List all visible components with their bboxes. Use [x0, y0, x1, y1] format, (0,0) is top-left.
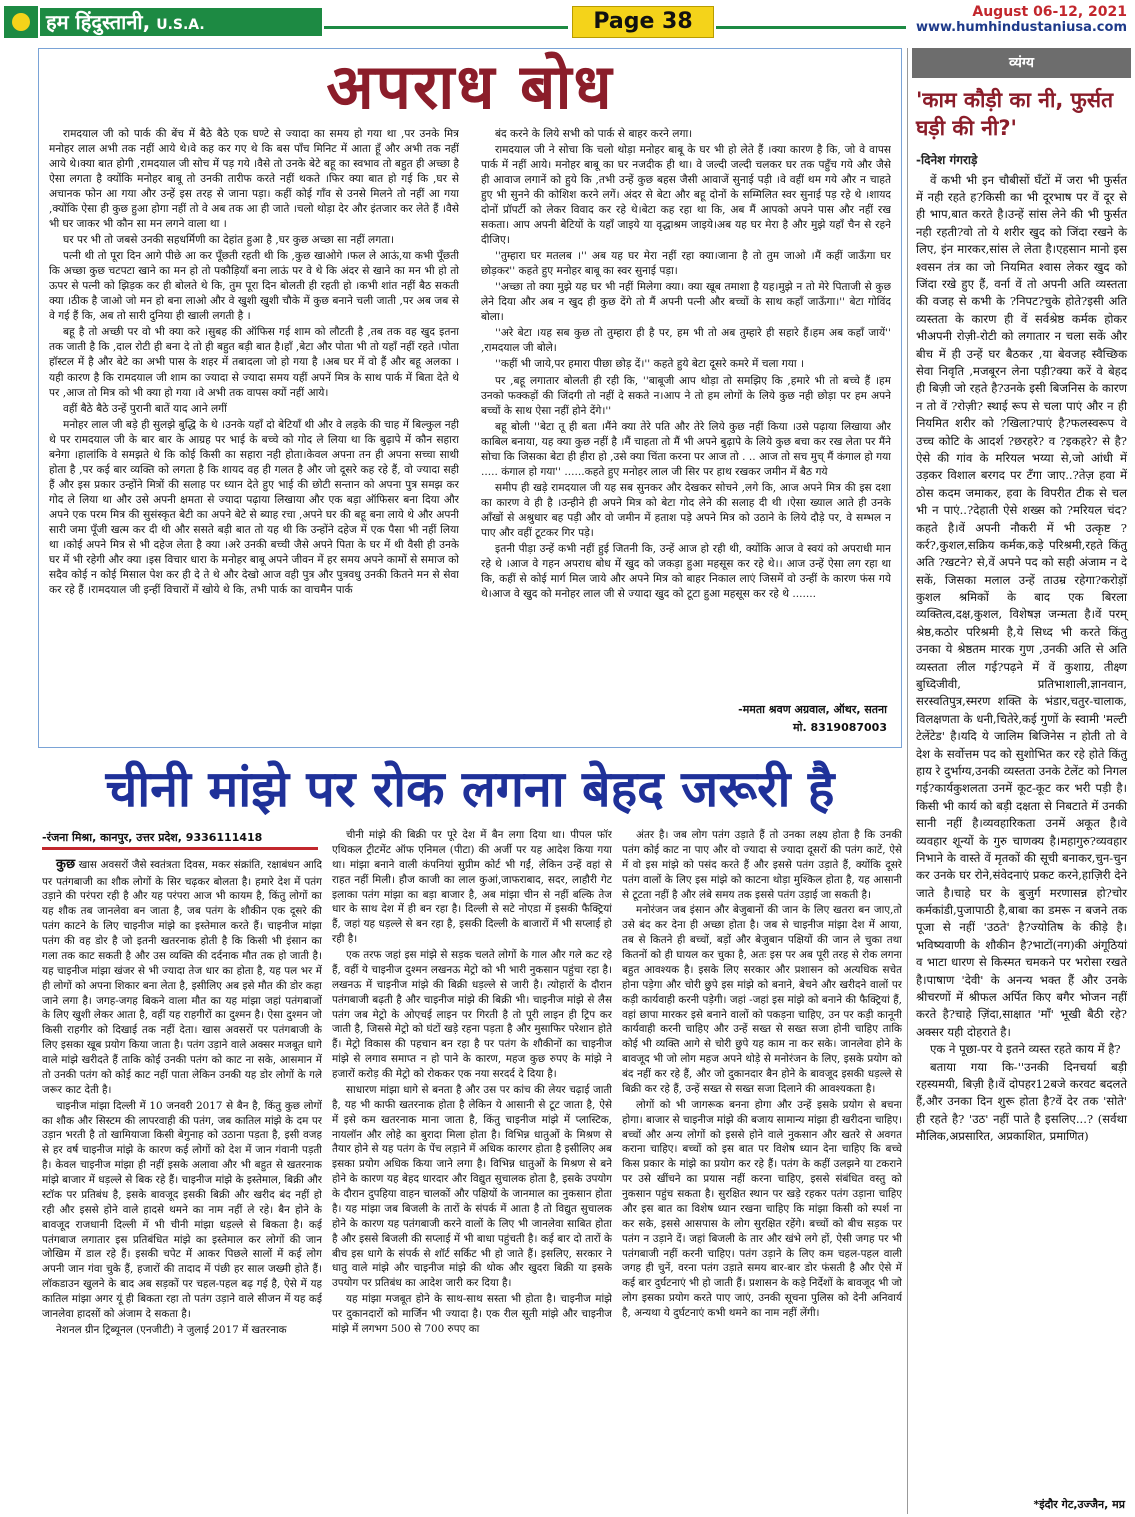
- sidebar-footer: *इंदौर गेट,उज्जैन, मप्र: [1033, 1498, 1125, 1511]
- website-link[interactable]: www.humhindustaniusa.com: [915, 20, 1127, 35]
- sidebar-vyangya: [912, 48, 1131, 1514]
- paragraph: नेशनल ग्रीन ट्रिब्यूनल (एनजीटी) ने जुलाई 2017 में खतरनाक: [56, 1323, 287, 1336]
- story1-byline: -ममता श्रवण अग्रवाल, ऑथर, सतना: [738, 703, 887, 716]
- paragraph: लोगों को भी जागरूक बनना होगा और उन्हें इसके प्रयोग से बचना होगा। बाजार से चाइनीज मांझे की बजाय सामान्य मांझा ही खरीदना चाहिए। बच्चों और अन्य लोगों को इससे होने वाले नुकसान और खतरे से अवगत कराना चाहिए। बच्चों को इस बात पर विशेष ध्यान देना चाहिए कि बच्चे किस प्रकार के मांझे का प्रयोग कर रहे हैं। पतंग के कहीं उलझने या टकराने पर उसे खींचने का प्रयास नहीं करना चाहिए, इससे संबंधित वस्तु को नुकसान पहुंच सकता है। सुरक्षित स्थान पर खड़े रहकर पतंग उड़ाना चाहिए और इस बात का विशेष ध्यान रखना चाहिए कि मांझा किसी को स्पर्श ना कर सके, इससे आसपास के लोग सुरक्षित रहेंगे। बच्चों को बीच सड़क पर पतंग न उड़ाने दें। जहां बिजली के तार और खंभे लगे हों, ऐसी जगह पर भी पतंगबाजी नहीं करनी चाहिए। पतंग उड़ाने के लिए कम चहल-पहल वाली जगह ही चुनें, वरना पतंग उड़ाते समय बार-बार डोर फंसती है और ऐसे में कई बार दुर्घटनाएं भी हो जाती हैं। प्रशासन के कड़े निर्देशों के बावजूद भी जो लोग इसका प्रयोग करते पाए जाएं, उनकी सूचना पुलिस को देनी अनिवार्य है, अन्यथा ये दुर्घटनाएं कभी थमने का नाम नहीं लेंगी।: [622, 1098, 902, 1319]
- paragraph: पत्नी थी तो पूरा दिन आगे पीछे आ कर पूँछती रहती थी कि ,कुछ खाओगे ।फल ले आऊं,या कभी पूँछती कि अच्छा कुछ चटपटा खाने का मन हो तो पकौड़ियाँ बना लाऊं पर वे थे कि अंदर से खाने का मन भी हो तो ऊपर से पत्नी को झिड़क कर ही बोलते थे कि, तुम पूरा दिन बोलती ही रहती हो ।कभी शांत नहीं बैठ सकती क्या ।ठीक है जाओ जो मन हो बना लाओ और वे खुशी खुशी चौके में कुछ बनाने चली जाती ,पर अब जब से वे गई हैं कि, अब तो सारी दुनिया ही खाली लगती है ।: [49, 250, 459, 323]
- masthead-rule-left: [324, 26, 568, 29]
- paragraph: यह मांझा मजबूत होने के साथ-साथ सस्ता भी होता है। चाइनीज मांझे पर दुकानदारों को मार्जिन भी ज्यादा है। एक रील सूती मांझे और चाइनीज मांझे में लगभग 500 से 700 रुपए का: [332, 1293, 612, 1335]
- paragraph: साधारण मांझा धागे से बनता है और उस पर कांच की लेयर चढ़ाई जाती है, यह भी काफी खतरनाक होता है लेकिन ये आसानी से टूट जाता है, ऐसे में इसे कम खतरनाक माना जाता है, किंतु चाइनीज मांझे में प्लास्टिक, नायलॉन और लोहे का बुरादा मिला होता है। विभिन्न धातुओं के मिश्रण से तैयार होने से यह पतंग के पेंच लड़ाने में अधिक कारगर होता है इसीलिए अब इसका प्रयोग अधिक किया जाने लगा है। विभिन्न धातुओं के मिश्रण से बने होने के कारण यह बेहद धारदार और विद्युत सुचालक होता है, इसके उपयोग के दौरान दुपहिया वाहन चालकों और पक्षियों के जानमाल का नुकसान होता है। यह मांझा जब बिजली के तारों के संपर्क में आता है तो विद्युत सुचालक होने के कारण यह पतंगबाजी करने वालों के लिए भी जानलेवा साबित होता है और इससे बिजली की सप्लाई में भी बाधा पहुंचती है। कई बार दो तारों के बीच इस धागे के संपर्क से शॉर्ट सर्किट भी हो जाते हैं। इसलिए, सरकार ने धातु वाले मांझे और चाइनीज मांझे की थोक और खुदरा बिक्री या इसके उपयोग पर प्रतिबंध का आदेश जारी कर दिया है।: [332, 1083, 612, 1290]
- paragraph: समीप ही खड़े रामदयाल जी यह सब सुनकर और देखकर सोचने ,लगे कि, आज अपने मित्र की इस दशा का कारण वे ही है ।उन्हीने ही अपने मित्र को बेटा गोद लेने की सलाह दी थी ।ऐसा ख्याल आते ही उनके आँखों से अश्रुधार बह पड़ी और वो जमीन में हताश पड़े अपने मित्र को उठाने के लिये दौड़े पर, वे सम्भल न पाए और वहीं टूटकर गिर पड़े।: [481, 481, 891, 539]
- paragraph: वें कभी भी इन चौबीसों घँटों में जरा भी फुर्सत में नही रहते ह?किसी का भी दूरभाष पर वें दूर से ही भाप,बात करते है।उन्हें सांस लेने की भी फुर्सत नही रहती?वो तो ये शरीर खुद को जिंदा रखने के लिए, इंन मारकर,सांस ले लेता है।एहसान मानो इस श्वसन तंत्र का जो नियमित श्वास लेकर खुद को जिंदा रखे हुए हैं, वर्ना वें तो अपनी अति व्यस्तता की वजह से कभी के ?निपट?चुके होते?इसी अति व्यस्तता के कारण ही वें सर्वश्रेष्ठ कर्मक होकर भीअपनी रोज़ी-रोटी को लगातार न चला सकें और बीच में ही उन्हें घर बैठकर ,या बेवजह स्वैच्छिक सेवा निवृति ,मजबूरन लेना पड़ी?क्या करें वे बेहद ही बिज़ी जो रहते है?उनके इसी बिजनिस के कारण न तो वें ?रोज़ी? स्थाई रूप से चला पाएं और न ही नियमित शरीर को ?खिला?पाएं है?फलस्वरूप वे उच्च कोटि के आदर्श ?छरहरे? व ?इकहरे? से है?ऐसे की गांव के मरियल भय्या से,जो आंधी में उड़कर विशाल बरगद पर टँगा जाए..?तेज़ हवा में ठोस कदम जमाकर, हवा के विपरीत टीक से चल भी न पाएं..?देहाती ऐसे शख्स को ?मरियल चंद?कहते है।वें अपनी नौकरी में भी उत्कृष्ट ?कर्र?,कुशल,सक्रिय कर्मक,कड़े परिश्रमी,रहते किंतु अति ?खटने? से,वें अपने पद को सही अंजाम न दे सकें, जिसका मलाल उन्हें ताउम्र रहेगा?करोड़ों कुशल श्रमिकों के बाद एक बिरला व्यक्तित्व,दक्ष,कुशल, विशेषज्ञ जन्मता है।वें परम् श्रेष्ठ,कठोर परिश्रमी है,ये सिध्द भी करते किंतु उनका ये श्रेष्ठतम मारक गुण ,उनकी अति से अति व्यस्तता लील गई?पढ़ने में वें कुशाग्र, तीक्ष्ण बुध्दिजीवी, प्रतिभाशाली,ज्ञानवान, सरस्वतिपुत्र,स्मरण शक्ति के भंडार,चतुर-चालाक, विलक्षणता के धनी,चितेरे,कई गुणों के स्वामी 'मल्टी टेलेंटेड' है।यदि ये जालिम बिजिनेस न होती तो वे देश के सर्वोत्तम पद को सुशोभित कर रहे होते किंतु हाय रे दुर्भाग्य,उनकी व्यस्तता उनके टेलेंट को निगल गई?कार्यकुशलता उनमें कूट-कूट कर भरी पड़ी है।किसी भी कार्य को बड़ी दक्षता से निबटाते में उनकी सानी नहीं है।व्यवहारिकता उनमें अकूत है।वे व्यवहार शून्यों के गुरु चाणक्य है।महागुरु?व्यवहार निभाने के वास्ते वें मृतकों की सूची बनाकर,चुन-चुन कर उनके घर रोने,संवेदनाएं प्रकट करने,हाज़िरी देने जाते है।चाहे घर के बुजुर्ग मरणासन्न हो?चोर कर्मकांडी,पुजापाठी है,बाबा का डमरू न बजने तक पूजा से नहीं 'उठते' है?ज्योतिष के कीड़े है।भविष्यवाणी के शौकीन है?भाटों(नग)की अंगूठियां व भाटा धारण से किस्मत चमकने पर भरोसा रखते है।पाषाण 'देवी' के अनन्य भक्त हैं और उनके श्रीचरणों में श्रीफल अर्पित किए बगैर भोजन नहीं करते है?चाहे ज़िंदा,साक्षात 'माँ' भूखी बैठी रहे?अक्सर यही दोहराते है।: [916, 172, 1127, 1039]
- story2-headline: चीनी मांझे पर रोक लगना बेहद जरूरी है: [105, 760, 835, 818]
- paragraph: ''अच्छा तो क्या मुझे यह घर भी नहीं मिलेगा क्या। क्या खूब तमाशा है यह।मुझे न तो मेरे पिताजी से कुछ लेने दिया और अब न खुद ही कुछ देंगे तो मैं अपनी पत्नी और बच्चों के साथ कहाँ जाऊँगा।'' बेटा गोविंद बोला।: [481, 281, 891, 324]
- sidebar-author: -दिनेश गंगराड़े: [916, 152, 978, 167]
- paragraph: वहीं बैठे बैठे उन्हें पुरानी बातें याद आने लगीं: [63, 402, 227, 415]
- paragraph: बंद करने के लिये सभी को पार्क से बाहर करने लगा।: [495, 128, 693, 140]
- brand-title: हम हिंदुस्तानी,: [46, 10, 151, 34]
- sidebar-section-label: व्यंग्य: [912, 48, 1131, 78]
- story1-column-right: [481, 127, 891, 687]
- paragraph: बहू बोली ''बेटा तू ही बता ।मैंने क्या तेरे पति और तेरे लिये कुछ नहीं किया ।उसे पढ़ाया लिखाया और काबिल बनाया, यह क्या कुछ नहीं है ।मैं चाहता तो मैं भी अपने बुढ़ापे के लिये कुछ बचा कर रख लेता पर मैंने सोचा कि जिसका बेटा ही हीरा हो ,उसे क्या चिंता करना पर आज तो . .. आज तो सच मुच् मैं कंगाल हो गया ..... कंगाल हो गया'' ......कहते हुए मनोहर लाल जी सिर पर हाथ रखकर जमीन में बैठ गये: [481, 420, 891, 478]
- paragraph: एक तरफ जहां इस मांझे से सड़क चलते लोगों के गाल और गले कट रहे हैं, वहीं ये चाइनीज दुश्मन लखनऊ मेट्रो को भी भारी नुकसान पहुंचा रहा है। लखनऊ में चाइनीज मांझे की बिक्री धड़ल्ले से जारी है। त्योहारों के दौरान पतंगबाजी बढ़ती है और चाइनीज मांझे की बिक्री भी। चाइनीज मांझे से लैस पतंग जब मेट्रो के ओएचई लाइन पर गिरती है तो पूरी लाइन ही ट्रिप कर जाती है, जिससे मेट्रो को घंटों खड़े रहना पड़ता है और मुसाफिर परेशान होते हैं। मेट्रो विकास की पहचान बन रहा है पर पतंग के शौकीनों का चाइनीज मांझे से लगाव समाप्त न हो पाने के कारण, महज कुछ रुपए के मांझे ने हजारों करोड़ की मेट्रो को रोककर एक नया सरदर्द दे दिया है।: [332, 949, 612, 1080]
- paragraph: बताया गया कि-''उनकी दिनचर्या बड़ी रहस्यमयी, बिज़ी है।वें दोपहर12बजे करवट बदलते हैं,और उनका दिन शुरू होता है?वें देर तक 'सोते' ही रहते है? 'उठ' नहीं पाते है इसलिए...? (सर्वथा मौलिक,अप्रसारित, अप्रकाशित, प्रमाणित): [916, 1059, 1127, 1144]
- story2-columns: [42, 828, 904, 1514]
- paragraph: बहू है तो अच्छी पर वो भी क्या करे ।सुबह की ऑफिस गई शाम को लौटती है ,तब तक वह खुद इतना तक जाती है कि ,दाल रोटी ही बना दे तो ही बहुत बड़ी बात है।हाँ ,बेटा और पोता भी तो यहाँ नहीं रहते ।पोता हॉस्टल में है और बेटे का अभी पास के शहर में तबादला जो हो गया है ।अब घर में वो हैं और बहू अलका ।यही कारण है कि रामदयाल जी शाम का ज्यादा से ज्यादा समय यहीं अपनें मित्र के साथ पार्क में बिता देते थे पर ,आज तो मित्र को भी क्या हो गया ।वे अभी तक वापस क्यों नहीं आये।: [49, 326, 459, 399]
- sidebar-body: [912, 172, 1131, 1402]
- paragraph: चीनी मांझे की बिक्री पर पूरे देश में बैन लगा दिया था। पीपल फॉर एथिकल ट्रीटमेंट ऑफ एनिमल (पीटा) की अर्जी पर यह आदेश किया गया था। मांझा बनाने वाली कंपनियां सुप्रीम कोर्ट भी गईं, लेकिन उन्हें वहां से राहत नहीं मिली। हौज काजी का लाल कुआं,जाफराबाद, सदर, लाहौरी गेट इलाका पतंग मांझा का बड़ा बाजार है, अब मांझा चीन से नहीं बल्कि तेज धार के साथ देश में ही बन रहा है। दिल्ली से सटे नोएडा में इसकी फैक्ट्रियां हैं, जहां यह धड़ल्ले से बन रहा है, इसकी दिल्ली के बाजारों में भी सप्लाई हो रही है।: [332, 829, 612, 946]
- story-apradh-bodh: [38, 48, 902, 748]
- paragraph: मनोरंजन जब इंसान और बेजुबानों की जान के लिए खतरा बन जाए,तो उसे बंद कर देना ही अच्छा होता है। जब से चाइनीज मांझा देश में आया, तब से कितने ही बच्चों, बड़ों और बेजुबान पक्षियों की जान ले चुका तथा कितनों को ही घायल कर चुका है, अतः इस पर अब पूरी तरह से रोक लगना बहुत आवश्यक है। इसके लिए सरकार और प्रशासन को अत्यधिक सचेत होना पड़ेगा और चोरी छुपे इस मांझे को बनाने, बेचने और खरीदने वालों पर कड़ी कार्यवाही करनी पड़ेगी। जहां -जहां इस मांझे को बनाने की फैक्ट्रियां हैं, वहां छापा मारकर इसे बनाने वालों को पकड़ना चाहिए, उन पर कड़ी कानूनी कार्यवाही करनी चाहिए और उन्हें सख्त से सख्त सजा होनी चाहिए ताकि कोई भी व्यक्ति आगे से चोरी छुपे यह काम ना कर सके। जानलेवा होने के बावजूद भी जो लोग महज अपने थोड़े से मनोरंजन के लिए, इसके प्रयोग को बंद नहीं कर रहे हैं, और जो दुकानदार बैन होने के बावजूद इसकी धड़ल्ले से बिक्री कर रहे हैं, उन्हें सख्त से सख्त सजा दिलाने की आवश्यकता है।: [622, 904, 902, 1095]
- masthead-rule-right: [716, 26, 906, 29]
- paragraph: पर ,बहू लगातार बोलती ही रही कि, ''बाबूजी आप थोड़ा तो समझिए कि ,हमारे भी तो बच्चे हैं ।हम उनको फक्कड़ों की जिंदगी तो नहीं दे सकते न।आप ने तो हम लोगों के लिये कुछ नही छोड़ा पर हम अपने बच्चों के साथ ऐसा नहीं होने देंगे।'': [481, 374, 891, 417]
- logo-icon: [4, 6, 38, 38]
- paragraph: एक ने पूछा-पर ये इतने व्यस्त रहते काय में है?: [930, 1042, 1121, 1057]
- paragraph: अंतर है। जब लोग पतंग उड़ाते हैं तो उनका लक्ष्य होता है कि उनकी पतंग कोई काट ना पाए और वो ज्यादा से ज्यादा दूसरों की पतंग काटें, ऐसे में वो इस मांझे को पसंद करते हैं और इससे पतंग उड़ाते हैं, क्योंकि दूसरे पतंग वालों के लिए इस मांझे को काटना थोड़ा मुश्किल होता है, यह आसानी से टूटता नहीं है और लंबे समय तक इससे पतंग उड़ाई जा सकती है।: [622, 829, 902, 901]
- brand-suffix: U.S.A.: [156, 17, 205, 33]
- paragraph: रामदयाल जी ने सोचा कि चलो थोड़ा मनोहर बाबू के घर भी हो लेते हैं ।क्या कारण है कि, जो वे वापस पार्क में नहीं आये। मनोहर बाबू का घर नजदीक ही था। वे जल्दी जल्दी चलकर घर तक पहुँच गये और जैसे ही आवाज लगानें को हुये कि ,तभी उन्हें कुछ बहस जैसी आवाजें सुनाई पड़ी ।वे वहीं थम गये और न चाहते हुए भी सुनने की कोशिश करने लगें। अंदर से बेटा और बहू दोनों के सम्मिलित स्वर सुनाई पड़ रहे थे ।शायद दोनों प्रॉपर्टी को लेकर विवाद कर रहे थे।बेटा कह रहा था कि, अब मैं आपको अपने पास और नहीं रख सकता। आप अपनी बेटियों के यहाँ जाइये या वृद्धाश्रम जाइये।अब यह घर मेरा है और मुझे यहाँ चैन से रहने दीजिए।: [481, 144, 891, 247]
- story2-byline: -रंजना मिश्रा, कानपुर, उत्तर प्रदेश, 9336111418: [42, 831, 263, 844]
- story2-column-3: [622, 828, 902, 1514]
- brand-name: [40, 8, 322, 36]
- dateline: [916, 4, 1127, 35]
- paragraph: ''अरे बेटा ।यह सब कुछ तो तुम्हारा ही है पर, हम भी तो अब तुम्हारे ही सहारे हैं।हम अब कहाँ जायें'' ,रामदयाल जी बोले।: [481, 327, 891, 355]
- paragraph: [42, 856, 322, 1098]
- paragraph: घर पर भी तो जबसे उनकी सहधर्मिणी का देहांत हुआ है ,घर कुछ अच्छा सा नहीं लगता।: [63, 234, 394, 247]
- dropcap: कुछ: [56, 857, 76, 872]
- story2-column-1: [42, 856, 322, 1514]
- paragraph: ''तुम्हारा घर मतलब ।'' अब यह घर मेरा नहीं रहा क्या।जाना है तो तुम जाओ ।मैं कहीं जाऊँगा घर छोड़कर'' कहते हुए मनोहर बाबू का स्वर सुनाई पड़ा।: [481, 250, 891, 278]
- paragraph: ''कहीं भी जाये,पर हमारा पीछा छोड़ दें।'' कहते हुये बेटा दूसरे कमरे में चला गया ।: [495, 358, 804, 371]
- paragraph: चाइनीज मांझा दिल्ली में 10 जनवरी 2017 से बैन है, किंतु कुछ लोगों का शौक और सिस्टम की लापरवाही की पतंग, जब कातिल मांझे के दम पर उड़ान भरती है तो खामियाजा किसी बेगुनाह को उठाना पड़ता है, इसी वजह से हर वर्ष चाइनीज मांझे के कारण कई लोगों को देश में जान गंवानी पड़ती है। केवल चाइनीज मांझा ही नहीं इसके अलावा और भी बहुत से खतरनाक मांझे बाजार में धड़ल्ले से बिक रहे हैं। चाइनीज मांझे के इस्तेमाल, बिक्री और स्टॉक पर प्रतिबंध है, इसके बावजूद इसकी बिक्री और खरीद बंद नहीं हो रही और इससे होने वाले हादसे थमने का नाम नहीं ले रहे। बैन होने के बावजूद राजधानी दिल्ली में भी चीनी मांझा धड़ल्ले से बिकता है। कई पतंगबाज लगातार इस प्रतिबंधित मांझे का इस्तेमाल कर लोगों की जान जोखिम में डाल रहे हैं। इसकी चपेट में आकर पिछले सालों में कई लोग अपनी जान गंवा चुके हैं, हजारों की तादाद में पंछी हर साल जख्मी होते हैं। लॉकडाउन खुलने के बाद अब सड़कों पर चहल-पहल बढ़ गई है, ऐसे में यह कातिल मांझा अगर यूं ही बिकता रहा तो पतंग उड़ाने वाले सीजन में यह कई जानलेवा हादसों को अंजाम दे सकता है।: [42, 1099, 322, 1320]
- story1-headline: अपराध बोध: [326, 50, 614, 123]
- masthead: [4, 4, 1131, 40]
- paragraph-text: खास अवसरों जैसे स्वतंत्रता दिवस, मकर संक्रांति, रक्षाबंधन आदि पर पतंगबाजी का शौक लोगों के सिर चढ़कर बोलता है। हमारे देश में पतंग उड़ाने की परंपरा रही है और यह परंपरा आज भी कायम है, किंतु लोगों का यह शौक तब जानलेवा बन जाता है, जब पतंग के शौकीन एक दूसरे की पतंग काटने के लिए चाइनीज मांझे का इस्तेमाल करते हैं। चाइनीज मांझा पतंग की वह डोर है जो इतनी खतरनाक होती है कि किसी भी इंसान का गला तक काट सकती है और उस व्यक्ति की दर्दनाक मौत तक हो जाती है। यह चाइनीज मांझा खंजर से भी ज्यादा तेज धार का होता है, यह पल भर में ही लोगों को अपना शिकार बना लेता है, इसीलिए अब इसे मौत की डोर कहा जाने लगा है। जगह-जगह बिकने वाला मौत का यह मांझा जहां पतंगबाजों के लिए खुशी लेकर आता है, वहीं यह राहगीरों का दुश्मन है। ऐसा दुश्मन जो किसी राहगीर को दिखाई तक नहीं देता। खास अवसरों पर पतंगबाजी के लिए इसका खूब प्रयोग किया जाता है। पतंग उड़ाने वाले अक्सर मजबूत धागे वाले मांझे खरीदते हैं ताकि कोई उनकी पतंग को काट ना सके, आसमान में तो उनकी पतंग को कोई काट नहीं पाता लेकिन उनकी यह डोर लोगों के गले जरूर काट देती है।: [42, 859, 322, 1096]
- sidebar-title: 'काम कौड़ी का नी, फुर्सत घड़ी की नी?': [916, 88, 1114, 141]
- story2-column-2: [332, 828, 612, 1514]
- page-number: Page 38: [572, 6, 714, 38]
- paragraph: इतनी पीड़ा उन्हें कभी नहीं हुई जितनी कि, उन्हें आज हो रही थी, क्योंकि आज वे स्वयं को अपराधी मान रहे थे ।आज वे गहन अपराध बोध में खुद को जकड़ा हुआ महसूस कर रहे थे।। आज उन्हें ऐसा लग रहा था कि, कहीं से कोई मार्ग मिल जाये और अपने मित्र को बाहर निकाल लाएं जिसमें वो उन्हीं के कारण फंस गये थे।आज वे खुद को मनोहर लाल जी से ज्यादा खुद को टूटा हुआ महसूस कर रहे थे .......: [481, 542, 891, 600]
- story1-column-left: [49, 127, 459, 687]
- story1-phone: मो. 8319087003: [793, 721, 887, 734]
- paragraph: रामदयाल जी को पार्क की बेंच में बैठे बैठे एक घण्टे से ज्यादा का समय हो गया था ,पर उनके मित्र मनोहर लाल अभी तक नहीं आये थे।वे कह कर गए थे कि बस पाँच मिनिट में आता हूँ और अभी तक नहीं आये थे।क्या बात होगी ,रामदयाल जी सोच में पड़ गये ।वैसे तो उनके बेटे बहू का स्वभाव तो बहुत ही अच्छा है ऐसा लगता है क्योंकि मनोहर बाबू तो उनकी तारीफ करते नहीं थकते ।फिर क्या बात हो गई कि ,घर से अचानक फोन आ गया और उन्हें इस तरह से जाना पड़ा। कहीं कोई गाँव से उनसे मिलने तो नहीं आ गया ,क्योंकि ऐसा ही कुछ हुआ होगा नहीं तो वे अब तक आ ही जाते ।चलो थोड़ा देर और इंतजार कर लेते हैं ।वैसे भी घर जाकर भी कौन सा मन लगने वाला था ।: [49, 128, 459, 231]
- story1-columns: [49, 127, 891, 687]
- paragraph: मनोहर लाल जी बड़े ही सुलझे बुद्धि के थे ।उनके यहाँ दो बेटियाँ थी और वे लड़के की चाह में बिल्कुल नही थे पर रामदयाल जी के बार बार के आग्रह पर भाई के बच्चे को गोद ले लिया था कि बुढ़ापे में कौन सहारा बनेगा ।हालांकि वे समझते थे कि कोई किसी का सहारा नही होता।केवल अपना तन ही अपना सच्चा साथी होता है ,पर कई बार व्यक्ति को लगता है कि शायद वह ही गलत है और जो दूसरे कह रहे हैं, वो ज्यादा सही हैं और इस प्रकार उन्होंने मित्रों की सलाह पर ध्यान देते हुए भाई की छोटी सन्तान को अपना पुत्र समझ कर गोद ले लिया था और उसे अपनी क्षमता से ज्यादा पढ़ाया लिखाया और एक बड़ा ऑफिसर बना दिया और अपने एक परम मित्र की सुसंस्कृत बेटी का अपने बेटे से ब्याह रचा ,अपने घर की बहू बना लाये थे और अपनी सारी जमा पूँजी खत्म कर दी थी और ससते बड़ी बात तो यह थी कि उन्होंने दहेज में एक पैसा भी नहीं लिया था ।कोई अपने मित्र से भी दहेज लेता है क्या ।अरे उनकी बच्ची जैसे अपने पिता के घर में थी वैसी ही उनके घर में भी रहेगी और क्या ।इस विचार धारा के मनोहर बाबू अपने जीवन में हर समय अपने कामों से समाज को सदैव कोई न कोई मिसाल पेश कर ही दे ते थे और देखो आज वही पुत्र और पुत्रवधु उनकी कितने मन से सेवा कर रहे हैं ।रामदयाल जी इन्हीं विचारों में खोये थे कि, तभी पार्क का वाचमैन पार्क: [49, 418, 459, 596]
- sidebar-divider: [907, 48, 908, 1514]
- issue-date: August 06-12, 2021: [972, 4, 1127, 20]
